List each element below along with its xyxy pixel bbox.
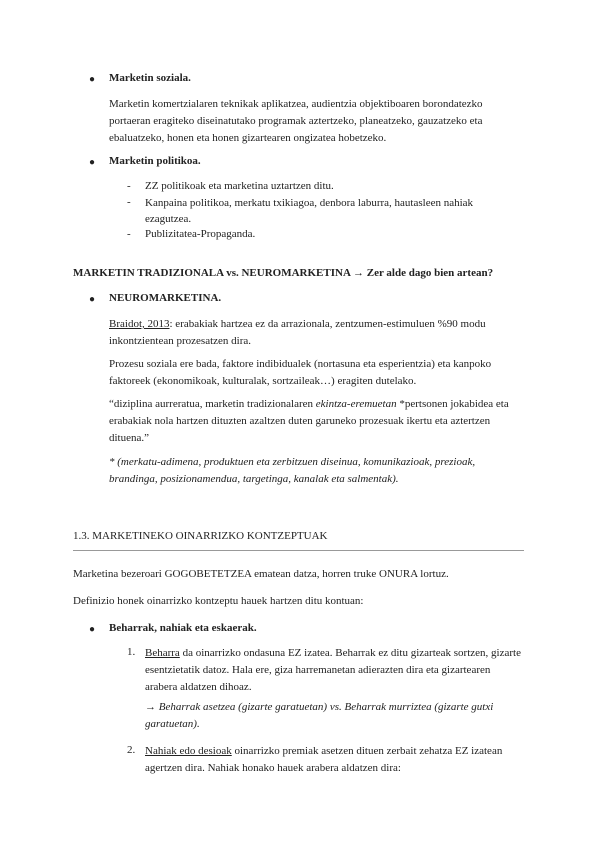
note-text: Beharrak asetzea (gizarte garatuetan) vs. Beharrak murriztea (gizarte gutxi garatuetan). <box>145 701 494 730</box>
numbered-item-nahiak <box>145 743 525 777</box>
item-text: oinarrizko premiak asetzen dituen zerbait zehatza EZ izatean agertzen dira. Nahiak honako hauek arabera aldatzen dira: <box>145 745 503 774</box>
heading-neuromarketina: NEUROMARKETINA. <box>109 292 222 304</box>
paragraph-neuro-1 <box>109 316 514 350</box>
footnote-neuro: * (merkatu-adimena, produktuen eta zerbitzuen diseinua, komunikazioak, prezioak, brandinga, posizionamendua, targetinga, kanalak eta salmentak). <box>109 456 476 485</box>
list-number: 2. <box>127 744 136 756</box>
dash-icon: - <box>127 180 131 192</box>
bullet-icon: ● <box>89 74 96 85</box>
list-item: Kanpaina politikoa, merkatu txikiagoa, denbora laburra, hautasleen nahiak ezagutzea. <box>145 197 474 225</box>
paragraph-section-2: Definizio honek oinarrizko kontzeptu hauek hartzen ditu kontuan: <box>73 595 364 607</box>
dash-icon: - <box>127 196 131 208</box>
term-beharra: Beharra <box>145 647 180 659</box>
bullet-icon: ● <box>89 624 96 635</box>
item-text: da oinarrizko ondasuna EZ izatea. Beharrak ez ditu gizarteak sortzen, gizarte esentzietatik datoz. Hala ere, giza harremanetan adierazten dira eta gizartearen arabera aldatzen dihoaz. <box>145 647 521 693</box>
arrow-icon: → <box>353 267 365 279</box>
bullet-icon: ● <box>89 157 96 168</box>
heading-beharrak: Beharrak, nahiak eta eskaerak. <box>109 622 257 634</box>
arrow-icon: → <box>145 701 156 713</box>
comparison-title <box>73 267 493 279</box>
note-beharrak <box>145 699 525 733</box>
citation-link: Braidot, 2013 <box>109 318 170 330</box>
numbered-item-beharra <box>145 645 525 696</box>
dash-icon: - <box>127 228 131 240</box>
term-nahiak: Nahiak edo desioak <box>145 745 232 757</box>
paragraph-neuro-1-text: : erabakiak hartzea ez da arrazionala, zentzumen-estimuluen %90 modu inkontzientean prozesatzen dira. <box>109 318 486 347</box>
quote-emphasis: ekintza-eremuetan <box>315 398 397 410</box>
quote-neuro <box>109 396 521 447</box>
paragraph-neuro-2: Prozesu soziala ere bada, faktore indibidualek (nortasuna eta esperientzia) eta kanpoko faktoreek (ekonomikoak, kulturalak, sortzaileak…) eragiten dutelako. <box>109 358 492 387</box>
list-item: Publizitatea-Propaganda. <box>145 228 256 240</box>
paragraph-section-1: Marketina bezeroari GOGOBETETZEA ematean datza, horren truke ONURA lortuz. <box>73 568 449 580</box>
paragraph-marketin-soziala: Marketin komertzialaren teknikak aplikatzea, audientzia objektiboaren borondatezko portaeran eragiteko diseinatutako programak aztertzeko, planeatzeko, gauzatzeko eta ebaluatzeko, honen eta honen gizartearen ongizatea hobetzeko. <box>109 98 483 144</box>
section-divider <box>73 550 524 551</box>
heading-marketin-soziala: Marketin soziala. <box>109 72 191 84</box>
quote-part-b: *pertsonen jokabidea eta erabakiak nola hartzen dituzten azaltzen duten garuneko prozesuak ikertu eta aztertzen dituena.” <box>109 398 509 444</box>
heading-marketin-politikoa: Marketin politikoa. <box>109 155 201 167</box>
quote-part-a: “diziplina aurreratua, marketin tradizionalaren <box>109 398 316 410</box>
section-heading: 1.3. MARKETINEKO OINARRIZKO KONTZEPTUAK <box>73 530 328 542</box>
list-item: ZZ politikoak eta marketina uztartzen ditu. <box>145 180 334 192</box>
list-number: 1. <box>127 646 136 658</box>
comparison-title-right: Zer alde dago bien artean? <box>366 267 494 279</box>
comparison-title-left: MARKETIN TRADIZIONALA vs. NEUROMARKETINA <box>73 267 351 279</box>
bullet-icon: ● <box>89 294 96 305</box>
